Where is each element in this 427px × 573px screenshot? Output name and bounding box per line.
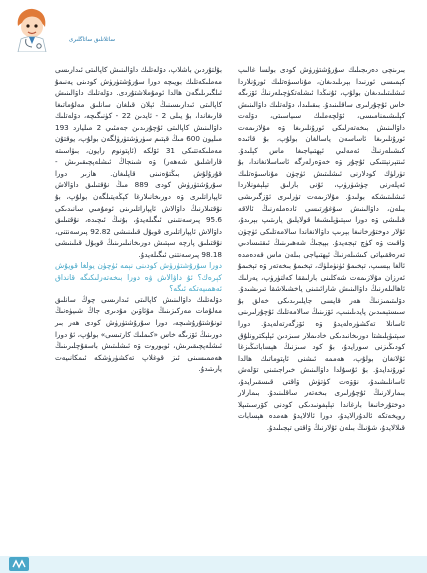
section-subheading: دورا سۇرۇشتۈرۈش كودىنى نېمە ئۈچۈن يولغا قويۇش كېرەك؟ ئۇ داۋالاش ۋە دورا بىخەتەرلىكىگە قانداق ئەھمىيەتكە ئىگە؟ bbox=[55, 261, 222, 293]
article-paragraph: بىرىنچى دەرىجىلىك سۇرۇشتۈرۈش كودى بولسا غالىپ كېمىسى ئورنىدا بېرىلىدىغان، مۇناسىۋەتلىك ئورۇنلاردا ئىشلىتىلىدىغان بولۇپ، ئۇنىڭدا ئىشلەتكۈچىلەرنىڭ ئۆزىگە خاس ئۇچۇرلىرى ساقلىنىدۇ. بىقىلىدا، دۆلەتلىك داۋالىنىش كېلىشىمنامىسى، ئۆلچەملىك سىياسىتى، دۆلەت داۋالىنىش بىخەتەرلىكى ئورۇنلىرىغا ۋە مۇلازىمەت ئورۇنلىرىغا ئاساسەن ياسالغان بولۇپ، بۇ قائىدە كىشىلەرنىڭ ئەمەلىي ئېھتىياجىغا ماس كېلىدۇ. ئىنتېرنېتتىكى ئۇچۇر ۋە خەۋەرلەرگە ئاساسلانغاندا، بۇ تۈرلۈك كودلارنى ئىشلىتىش ئۈچۈن مۇناسىۋەتلىك ئەپلەرنى چۈشۈرۈپ، ئۇنى بارلىق تېلېفونلاردا ئىشلىتىشكە بولىدۇ. مۇلازىمەت تۈرلىرى ئۆزگىرىشى بىلەن، داۋالىنىش سۇغۇرتىسى ئادەملەرنىڭ ئالاقە قىلىشى ۋە دورا سېتىۋېلىشىغا قولايلىق يارىتىپ بېرىدۇ، ئۇلار دوختۇرخانىغا بېرىپ داۋالانغاندا سالامەتلىكى ئۈچۈن ۋاقىت ۋە كۈچ تېجەيدۇ. بېيجىڭ شەھىرىنىڭ ئىقتىسادىي تەرەققىياتى كىشىلەرنىڭ ئېھتىياجى بىلەن ماس قەدەمدە ئالغا بېسىپ، تېخىمۇ ئۈنۈملۈك، تېخىمۇ بىخەتەر ۋە تېخىمۇ ئەرزان مۇلازىمەت شەكلىنى بارلىققا كەلتۈرۈپ، يەرلىك ئاھالىلەرنىڭ داۋالىنىش شارائىتىنى ياخشىلاشقا تىرىشىدۇ. دۆلىتىمىزنىڭ ھەر قايسى جايلىرىدىكى خەلق بۇ سىستېمىدىن پايدىلىنىپ، ئۆزىنىڭ سالامەتلىك ئۇچۇرلىرىنى ئاسانلا تەكشۈرەلەيدۇ ۋە ئۆزگەرتەلەيدۇ. دورا سېتىۋېلىشتا دورىخانىدىكى خادىملار سىزدىن ئېلېكترونلۇق كودىڭىزنى سورايدۇ، بۇ كود سىزنىڭ ھېساباتىڭىزغا ئۇلانغان بولۇپ، ھەممە ئىشنى ئاپتوماتىك ھالدا ئورۇندايدۇ. بۇ ئۇسۇلدا داۋالىنىش خىراجىتىنى تۆلەش ئاسانلىشىدۇ، نۆۋەت كۈتۈش ۋاقتى قىسقىرايدۇ، بىمارلارنىڭ ئۇچۇرلىرى بىخەتەر ساقلىنىدۇ. بىمارلار دوختۇرخانىغا بارغاندا تېلېفونىدىكى كودنى كۆرسىتىپلا رويخەتكە ئالدۇرالايدۇ، دورا ئالالايدۇ ھەمدە ھېسابات قىلالايدۇ، شۇنىڭ بىلەن ئۇلارنىڭ ۋاقتى تېجىلىدۇ. bbox=[238, 65, 405, 432]
article-paragraph: بۇلتۇردىن باشلاپ، دۆلەتلىك داۋالىنىش كاپالىتى ئىدارىسى مەملىكەتلىك بويىچە دورا سۇرۇشتۈرۈش كودىنى يەنىمۇ ئىلگىرىلىگەن ھالدا ئومۇملاشتۇردى. دۆلەتلىك داۋالىنىش كاپالىتى ئىدارىسىنىڭ ئېلان قىلغان سانلىق مەلۇماتىغا قارىغاندا، بۇ يىلى 2 - ئايدىن 22 - كۈنىگىچە، دۆلەتلىك داۋالىنىش كاپالىتى ئۇچۇرىدىن جەمئىي 2 مىليارد 193 مىليون 600 مىڭ قېتىم سۈرۈشتۈرۈلگەن بولۇپ، يوقتۇن مەملىكەتتىكى 31 ئۆلكە (ئاپتونوم رايون، بىۋاسىتە قاراشلىق شەھەر) ۋە شىنجاڭ ئىشلەپچىقىرىش - قۇرۇلۇش بىڭتۇەنىنى قاپلىغان. ھازىر دورا سۇرۇشتۈرۈش كودى 889 مىڭ نۇقتىلىق داۋالاش ئاپپاراتلىرى ۋە دورىخانىلارغا كېڭەيتىلگەن بولۇپ، بۇ نۇقتىلارنىڭ داۋالاش ئاپپاراتلىرىنى ئومۇمىي سانىدىكى 95.6 پىرسەنتىنى ئىگىلەيدۇ، بۇنىڭ ئىچىدە، نۇقتىلىق داۋالاش ئاپپاراتلىرى قوبۇل قىلىنىشى 92.82 پىرسەنتنى، نۇقتىلىق پارچە سېتىش دورىخانىلىرىنىڭ قوبۇل قىلىنىشى 98.18 پىرسەنتنى ئىگىلەيدۇ. bbox=[55, 65, 223, 259]
footer-strip bbox=[0, 556, 427, 573]
page-ornament-icon bbox=[9, 557, 29, 571]
article-paragraph: دۆلەتلىك داۋالىنىش كاپالىتى ئىدارىسى چوڭ سانلىق مەلۇمات مەركىزىنىڭ مۇئاۋىن مۇدىرى جاڭ شىيۈەنىڭ تونۇشتۇرۇشىچە، دورا سۇرۇشتۈرۈش كودى ھەر بىر دورىنىڭ ئۆزىگە خاس «كىملىك كارتىسى» بولۇپ، ئۇ دورا ئىشلەپچىقىرىش، ئوبوروت ۋە ئىشلىتىش باسقۇچلىرىنىڭ ھەممىسىنى ئىز قوغلاپ تەكشۈرۈشكە ئىمكانىيەت يارىتىدۇ. bbox=[55, 294, 222, 374]
doctor-mascot-icon bbox=[12, 6, 52, 52]
article-column-right bbox=[238, 64, 405, 434]
page-header bbox=[0, 0, 427, 60]
section-tag: سائلانلىق سائاگلىرى bbox=[68, 37, 116, 43]
article-column-left bbox=[55, 64, 222, 375]
